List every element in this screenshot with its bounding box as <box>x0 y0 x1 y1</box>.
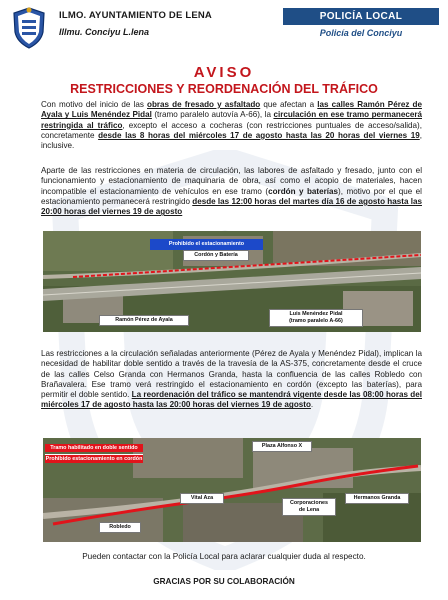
org-name-local: Illmu. Conciyu L.lena <box>59 27 150 37</box>
map1-label-menendez-pidal <box>269 309 363 327</box>
highlight-parking-type: cordón y baterías <box>268 186 339 196</box>
police-subtitle: Policía del Conciyu <box>319 28 403 38</box>
label-line: de Lena <box>298 507 320 513</box>
org-name: ILMO. AYUNTAMIENTO DE LENA <box>59 10 212 21</box>
notice-subtitle: RESTRICCIONES Y REORDENACIÓN DEL TRÁFICO <box>70 82 378 96</box>
label-line: (tramo paralelo A-66) <box>289 318 343 324</box>
contact-note: Pueden contactar con la Policía Local para aclarar cualquier duda al respecto. <box>82 552 366 561</box>
highlight-dates: desde las 8 horas del miércoles 17 de agosto hasta las 20 horas del viernes 19 <box>98 130 420 140</box>
highlight-restriction: circulación en ese tramo permanecerá restringida al tráfico <box>41 110 422 130</box>
label-line: Luis Menéndez Pidal <box>289 311 343 317</box>
map-double-direction <box>43 438 421 542</box>
text-span: Aparte de las restricciones en materia de circulación, las labores de asfaltado y fresado, junto con el funcionamiento y estacionamiento de maquinaria de obra, así como el acopio de materiales, hacen incompatible el estacionamiento de vehículos en ese tramo ( <box>41 166 422 196</box>
map2-legend-prohibited: Prohibido estacionamiento en cordón <box>45 456 143 462</box>
text-span: (tramo paralelo autovía A-66), la <box>151 110 274 120</box>
text-span: ), motivo por el que el estacionamiento permanecerá restringido <box>41 186 422 206</box>
paragraph-2 <box>41 166 422 217</box>
map1-label-cordon: Cordón y Batería <box>183 250 249 261</box>
highlight-reorder-dates: La reordenación del tráfico se mantendrá vigente desde las 08:00 horas del miércoles 17 de agosto hasta las 20:00 horas del viernes 19 de agosto <box>41 390 422 410</box>
paragraph-1 <box>41 100 422 151</box>
notice-title: AVISO <box>193 64 255 81</box>
map2-label-robledo: Robledo <box>99 522 141 533</box>
text-span: . <box>310 400 314 410</box>
text-span: , excepto el acceso a cocheras (con restricciones puntuales de acceso/salida), concretamente <box>41 120 422 140</box>
map1-label-prohibited: Prohibido el estacionamiento <box>150 239 263 250</box>
text-span: que afectan a <box>260 100 318 109</box>
map-restricted-section <box>43 231 421 332</box>
label-line: Corporaciones <box>289 500 329 506</box>
municipal-crest-icon <box>9 6 49 50</box>
map2-legend-double: Tramo habilitado en doble sentido <box>45 444 143 452</box>
text-span: Las restricciones a la circulación señaladas anteriormente (Pérez de Ayala y Menéndez Pidal), implican la necesidad de habilitar doble sentido a través de la travesía de la AS-375, concretamente desde el cruce de las calles Celso Granda con Hermanos Granda, hasta la confluencia de las calles Robledo con Brañavalera. Ese tramo verá restringido el estacionamiento en cordón (excepto las baterías), para permitir el doble sentido. <box>41 349 422 400</box>
map2-label-hermanos-granda: Hermanos Granda <box>345 493 409 504</box>
highlight-parking-dates: desde las 12:00 horas del martes día 16 de agosto hasta las 20:00 horas del viernes 19 de agosto <box>41 196 422 217</box>
map1-label-perez-ayala: Ramón Pérez de Ayala <box>99 315 189 326</box>
paragraph-3 <box>41 349 422 411</box>
map2-label-plaza: Plaza Alfonso X <box>252 441 312 452</box>
map2-label-vital-aza: Vital Aza <box>180 493 224 504</box>
highlight-works: obras de fresado y asfaltado <box>147 100 261 109</box>
thanks-note: GRACIAS POR SU COLABORACIÓN <box>153 577 295 586</box>
text-span: , inclusive. <box>41 130 422 151</box>
police-title-badge: POLICÍA LOCAL <box>283 8 439 25</box>
text-span: Con motivo del inicio de las <box>41 100 147 109</box>
map2-label-corporaciones <box>282 498 336 516</box>
highlight-streets: las calles Ramón Pérez de Ayala y Luis Menéndez Pidal <box>41 100 422 120</box>
